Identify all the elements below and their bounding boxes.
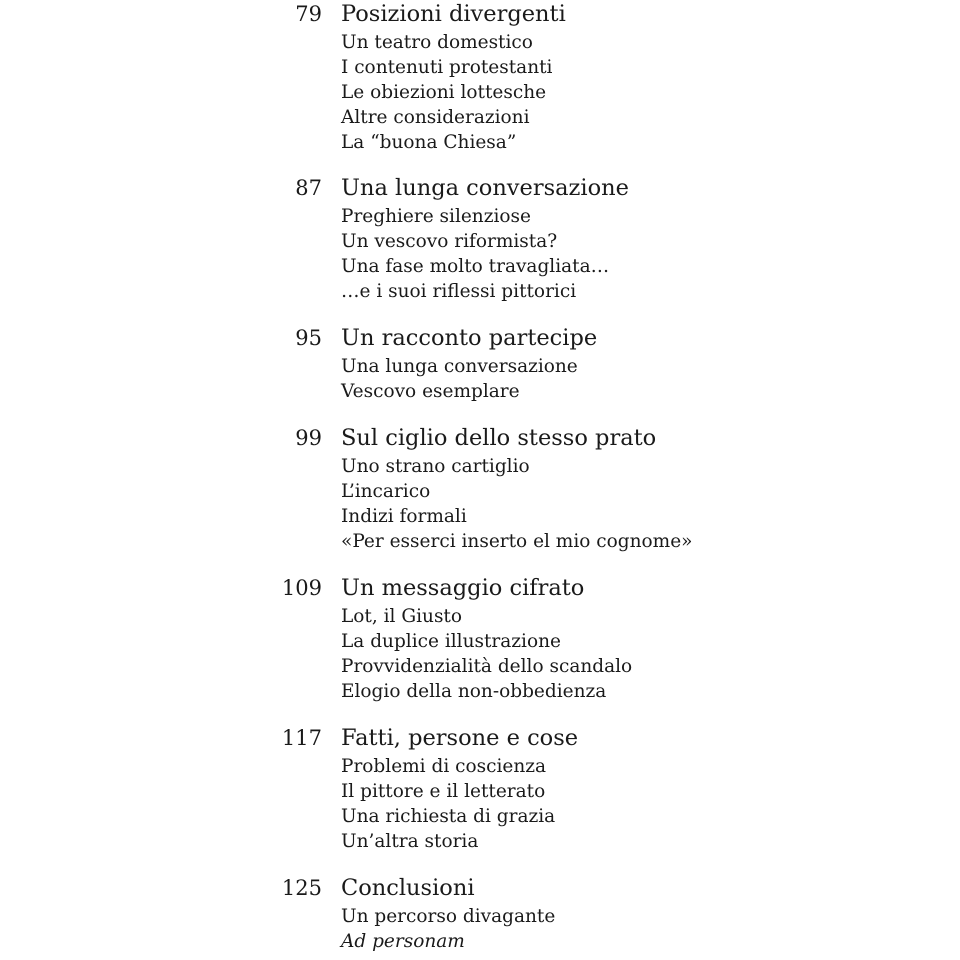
chapter-title: Un racconto partecipe [341,325,598,351]
subsection-item: Un percorso divagante [341,906,556,927]
subsection-item: Problemi di coscienza [341,756,547,777]
page-number: 109 [281,576,322,600]
page-number: 87 [295,176,322,200]
subsection-list [341,204,609,304]
subsection-item: Preghiere silenziose [341,206,531,227]
subsection-item: Le obiezioni lottesche [341,82,547,103]
chapter-title: Posizioni divergenti [341,1,566,27]
subsection-item: Indizi formali [341,506,467,527]
subsection-item: Una lunga conversazione [341,356,578,377]
subsection-item: Elogio della non-obbedienza [341,681,607,702]
subsection-item: Altre considerazioni [341,107,530,128]
subsection-item: Provvidenzialità dello scandalo [341,656,633,677]
subsection-item: Ad personam [341,931,465,952]
subsection-item: Una richiesta di grazia [341,806,556,827]
subsection-item: Una fase molto travagliata… [341,256,610,277]
subsection-list [341,454,693,554]
chapter-title: Fatti, persone e cose [341,725,579,751]
subsection-list [341,354,578,404]
subsection-list [341,904,555,954]
subsection-item: …e i suoi riflessi pittorici [341,281,577,302]
subsection-item: Lot, il Giusto [341,606,463,627]
subsection-item: I contenuti protestanti [341,57,553,78]
page-number: 117 [281,726,322,750]
page-number: 95 [295,326,322,350]
subsection-item: La duplice illustrazione [341,631,561,652]
page-number: 125 [281,876,322,900]
page-number: 99 [295,426,322,450]
chapter-title: Una lunga conversazione [341,175,629,201]
chapter-title: Conclusioni [341,875,475,901]
subsection-item: Un vescovo riformista? [341,231,558,252]
subsection-list [341,30,552,155]
subsection-item: L’incarico [341,481,431,502]
chapter-title: Un messaggio cifrato [341,575,585,601]
subsection-item: «Per esserci inserto el mio cognome» [341,531,693,552]
subsection-item: Il pittore e il letterato [341,781,546,802]
subsection-item: Un’altra storia [341,831,479,852]
subsection-list [341,754,555,854]
page-number: 79 [295,2,322,26]
subsection-item: Vescovo esemplare [341,381,520,402]
chapter-title: Sul ciglio dello stesso prato [341,425,657,451]
subsection-item: Uno strano cartiglio [341,456,530,477]
subsection-item: La “buona Chiesa” [341,132,517,153]
subsection-list [341,604,632,704]
subsection-item: Un teatro domestico [341,32,533,53]
